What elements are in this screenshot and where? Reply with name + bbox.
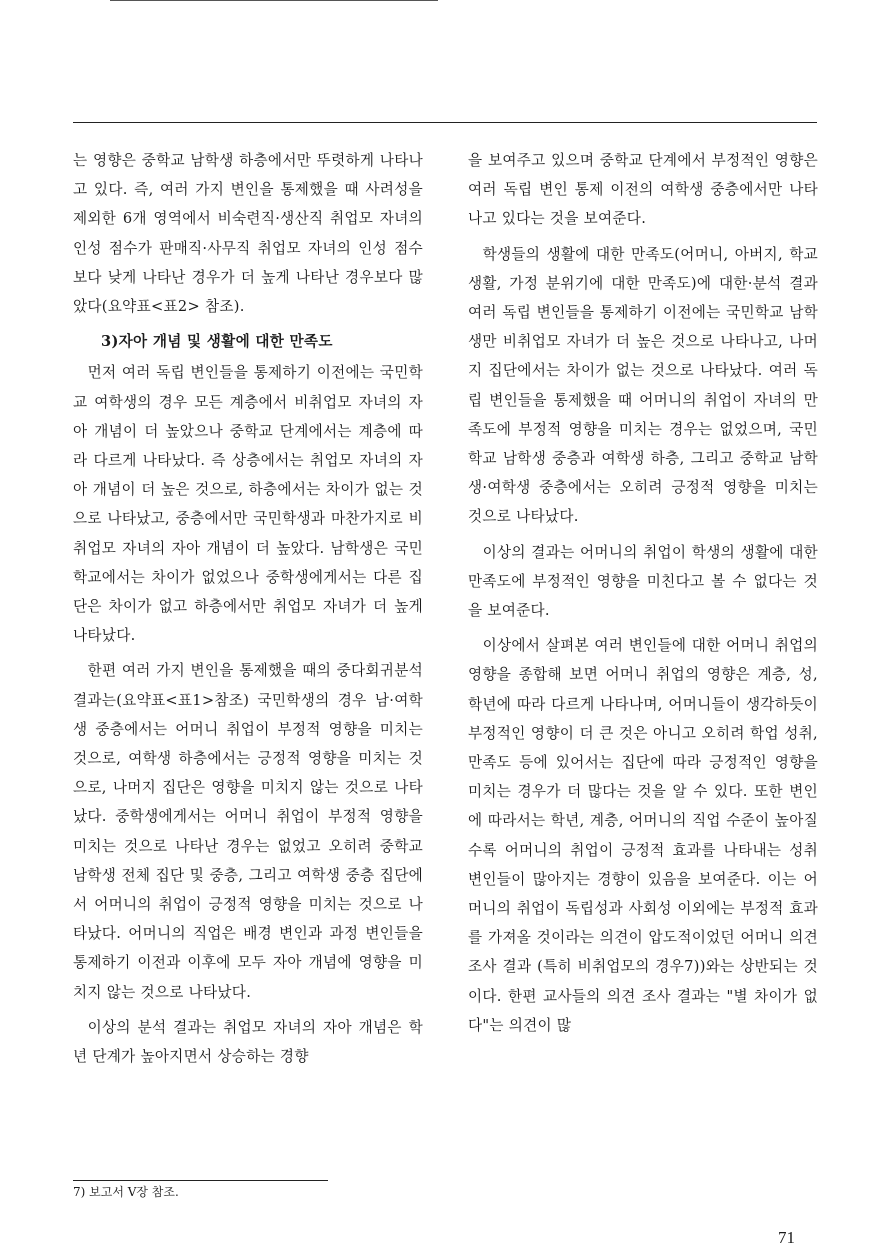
- left-paragraph-4: 이상의 분석 결과는 취업모 자녀의 자아 개념은 학년 단계가 높아지면서 상승하는 경향: [73, 1018, 423, 1066]
- footnote-rule: [73, 1180, 328, 1181]
- section-heading: 3)자아 개념 및 생활에 대한 만족도: [101, 333, 333, 351]
- right-paragraph-4: 이상에서 살펴본 여러 변인들에 대한 어머니 취업의 영향을 종합해 보면 어머니 취업의 영향은 계층, 성, 학년에 따라 다르게 나타나며, 어머니들이 생각하듯이 부정적인 영향이 더 큰 것은 아니고 오히려 학업 성취, 만족도 등에 있어서는 집단에 따라 긍정적인 영향을 미치는 경우가 더 많다는 것을 알 수 있다. 또한 변인에 따라서는 학년, 계층, 어머니의 직업 수준이 높아질수록 어머니의 취업이 긍정적 효과를 나타내는 성취 변인들이 많아지는 경향이 있음을 보여준다. 이는 어머니의 취업이 독립성과 사회성 이외에는 부정적 효과를 가져올 것이라는 의견이 압도적이었던 어머니 의견 조사 결과 (특히 비취업모의 경우7))와는 상반되는 것이다. 한편 교사들의 의견 조사 결과는 "별 차이가 없다"는 의견이 많: [468, 637, 818, 1034]
- top-rule: [110, 0, 438, 1]
- page-number: 71: [778, 1228, 795, 1247]
- footnote: 7) 보고서 V장 참조.: [73, 1185, 179, 1199]
- right-paragraph-1: 을 보여주고 있으며 중학교 단계에서 부정적인 영향은 여러 독립 변인 통제 이전의 여학생 중층에서만 나타나고 있다는 것을 보여준다.: [468, 152, 818, 228]
- right-column: [468, 146, 818, 1046]
- left-paragraph-2: 먼저 여러 독립 변인들을 통제하기 이전에는 국민학교 여학생의 경우 모든 계층에서 비취업모 자녀의 자아 개념이 더 높았으나 중학교 단계에서는 계층에 따라 다르게 나타났다. 즉 상층에서는 취업모 자녀의 자아 개념이 더 높은 것으로, 하층에서는 차이가 없는 것으로 나타났고, 중층에서만 국민학생과 마찬가지로 비취업모 자녀의 자아 개념이 더 높았다. 남학생은 국민학교에서는 차이가 없었으나 중학생에게서는 다른 집단은 차이가 없고 하층에서만 취업모 자녀가 더 높게 나타났다.: [73, 364, 423, 645]
- header-rule: [73, 122, 817, 123]
- left-column: [73, 146, 423, 1077]
- right-paragraph-3: 이상의 결과는 어머니의 취업이 학생의 생활에 대한 만족도에 부정적인 영향을 미친다고 볼 수 없다는 것을 보여준다.: [468, 543, 818, 620]
- left-paragraph-1: 는 영향은 중학교 남학생 하층에서만 뚜렷하게 나타나고 있다. 즉, 여러 가지 변인을 통제했을 때 사려성을 제외한 6개 영역에서 비숙련직·생산직 취업모 자녀의 인성 점수가 판매직·사무직 취업모 자녀의 인성 점수보다 낮게 나타난 경우가 더 높게 나타난 경우보다 많았다(요약표<표2> 참조).: [73, 152, 423, 316]
- left-paragraph-3: 한편 여러 가지 변인을 통제했을 때의 중다회귀분석 결과는(요약표<표1>참조) 국민학생의 경우 남·여학생 중층에서는 어머니 취업이 부정적 영향을 미치는 것으로, 여학생 하층에서는 긍정적 영향을 미치는 것으로, 나머지 집단은 영향을 미치지 않는 것으로 나타났다. 중학생에게서는 어머니 취업이 부정적 영향을 미치는 것으로 나타난 경우는 없었고 오히려 중학교 남학생 전체 집단 및 중층, 그리고 여학생 중층 집단에서 어머니의 취업이 긍정적 영향을 미치는 것으로 나타났다. 어머니의 직업은 배경 변인과 과정 변인들을 통제하기 이전과 이후에 모두 자아 개념에 영향을 미치지 않는 것으로 나타났다.: [73, 662, 423, 1001]
- right-paragraph-2: 학생들의 생활에 대한 만족도(어머니, 아버지, 학교 생활, 가정 분위기에 대한 만족도)에 대한·분석 결과 여러 독립 변인들을 통제하기 이전에는 국민학교 남학생만 비취업모 자녀가 더 높은 것으로 나타나고, 나머지 집단에서는 차이가 없는 것으로 나타났다. 여러 독립 변인들을 통제했을 때 어머니의 취업이 자녀의 만족도에 부정적 영향을 미치는 경우는 없었으며, 국민학교 남학생 중층과 여학생 하층, 그리고 중학교 남학생·여학생 중층에서는 오히려 긍정적 영향을 미치는 것으로 나타났다.: [468, 245, 818, 526]
